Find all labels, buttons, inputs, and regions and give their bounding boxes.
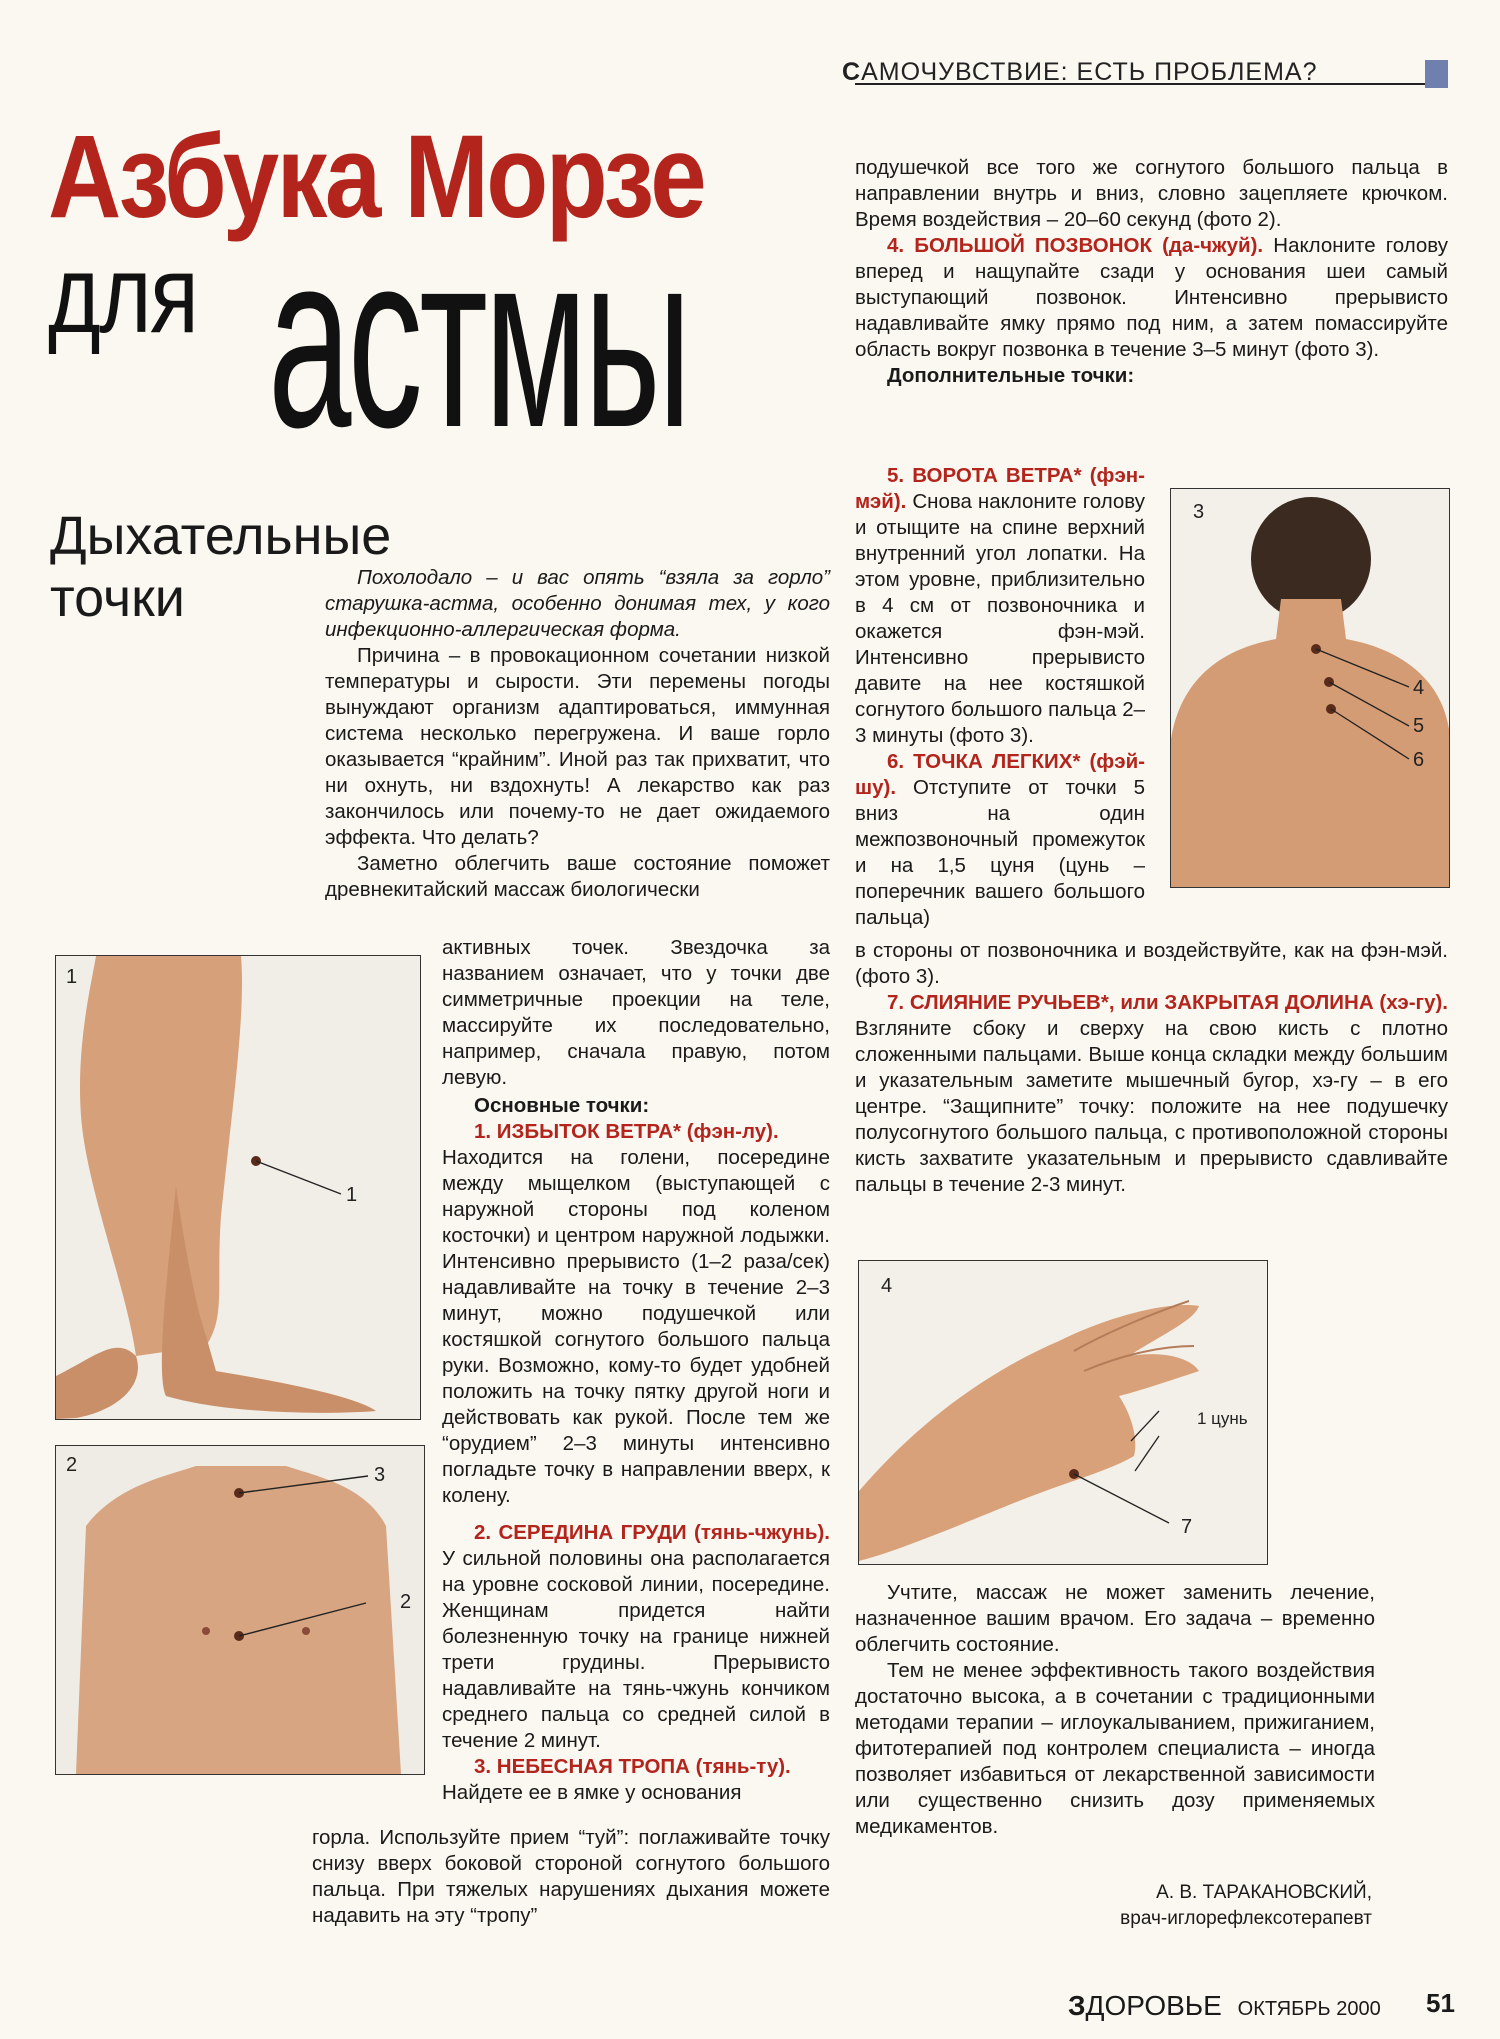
photo-1-number: 1: [66, 966, 78, 988]
main-points-heading: Основные точки:: [474, 1094, 650, 1117]
subtitle-line-2: точки: [50, 568, 185, 628]
intro-paragraph-2-cont: активных точек. Звездочка за названием означает, что у точки две симметричные проекции на теле, массируйте их последовательно, например, сначала правую, потом левую.: [442, 936, 830, 1089]
author-role: врач-иглорефлексотерапевт: [1120, 1908, 1372, 1929]
point-4-title: 4. БОЛЬШОЙ ПОЗВОНОК (да-чжуй).: [887, 234, 1264, 257]
point-3-text-cont: подушечкой все того же согнутого большого пальца в направлении внутрь и вниз, словно зацепляете крючком. Время воздействия – 20–60 секунд (фото 2).: [855, 156, 1448, 231]
subtitle-line-1: Дыхательные: [50, 506, 392, 566]
column-1-block-2: [442, 1520, 830, 1806]
photo-3-number: 3: [1193, 501, 1205, 523]
point-6-title: 6. ТОЧКА ЛЕГКИХ* (фэй-шу).: [855, 750, 1145, 799]
column-1-block-1: [442, 935, 830, 1509]
point-6-text: Отступите от точки 5 вниз на один межпозвоночный промежуток и на 1,5 цуня (цунь – поперечник вашего большого пальца): [855, 776, 1146, 929]
rubric-text: АМОЧУВСТВИЕ: ЕСТЬ ПРОБЛЕМА?: [861, 58, 1318, 86]
footer-magazine-name: ДОРОВЬЕ: [1085, 1990, 1222, 2021]
photo-1-label-1: 1: [346, 1184, 358, 1206]
photo-4-number: 4: [881, 1275, 893, 1297]
author-name: А. В. ТАРАКАНОВСКИЙ,: [1156, 1882, 1372, 1903]
footer-issue: ОКТЯБРЬ 2000: [1237, 1998, 1381, 2020]
extra-points-heading: Дополнительные точки:: [887, 364, 1135, 387]
footer-magazine-lead: З: [1068, 1990, 1086, 2021]
point-1-title: 1. ИЗБЫТОК ВЕТРА* (фэн-лу).: [474, 1120, 779, 1143]
photo-3-label-4: 4: [1413, 677, 1425, 699]
intro-block: [325, 565, 830, 903]
page-number: 51: [1426, 1988, 1455, 2018]
point-3-title: 3. НЕБЕСНАЯ ТРОПА (тянь-ту).: [474, 1755, 791, 1778]
photo-2-number: 2: [66, 1454, 78, 1476]
title-line-1: Азбука Морзе: [48, 111, 705, 243]
point-7-text: Взгляните сбоку и сверху на свою кисть с плотно сложенными пальцами. Выше конца складки между большим и указательным заметите мышечный бугор, хэ-гу – в его центре. “Защипните” точку: положите на нее подушечку полусогнутого большого пальца, с противоположной стороны кисть захватите указательным и прерывисто сдавливайте пальцы в течение 2-3 минут.: [855, 1017, 1448, 1196]
column-2-block-3: [855, 938, 1448, 1198]
intro-paragraph-2: Заметно облегчить ваше состояние поможет древнекитайский массаж биологически: [325, 852, 830, 901]
point-4-text: Наклоните голову вперед и нащупайте сзади у основания шеи самый выступающий позвонок. Интенсивно прерывисто надавливайте ямку прямо под ним, а затем помассируйте область вокруг позвонка в течение 3–5 минут (фото 3).: [855, 234, 1448, 361]
point-7-title: 7. СЛИЯНИЕ РУЧЬЕВ*, или ЗАКРЫТАЯ ДОЛИНА (хэ-гу).: [887, 991, 1448, 1014]
photo-leg: [55, 955, 421, 1420]
photo-4-label-cun: 1 цунь: [1197, 1409, 1248, 1428]
point-1-text: Находится на голени, посередине между мыщелком (выступающей с наружной стороны под коленом косточки) и центром наружной лодыжки. Интенсивно прерывисто (1–2 раза/сек) надавливайте на точку в течение 2–3 минут, можно подушечкой или костяшкой согнутого большого пальца руки. Возможно, кому-то будет удобней положить на точку пятку другой ноги и действовать как рукой. После тем же “орудием” 2–3 минуты интенсивно погладьте точку в направлении вверх, к колену.: [442, 1146, 830, 1507]
title-line-3: астмы: [268, 200, 689, 479]
point-5-title: 5. ВОРОТА ВЕТРА* (фэн-мэй).: [855, 464, 1145, 513]
column-2-block-2: [855, 463, 1145, 931]
intro-paragraph-1: Причина – в провокационном сочетании низкой температуры и сырости. Эти перемены погоды вынуждают организм адаптироваться, иммунная система несколько перегружена. И ваше горло оказывается “крайним”. Иной раз так прихватит, что ни охнуть, ни вздохнуть! А лекарство как раз закончилось или почему-то не дает ожидаемого эффекта. Что делать?: [325, 644, 830, 849]
photo-3-label-6: 6: [1413, 749, 1425, 771]
rubric: [842, 58, 1318, 87]
column-2-block-4: [855, 1580, 1375, 1840]
outro-paragraph-2: Тем не менее эффективность такого воздействия достаточно высока, а в сочетании с традиционными методами терапии – иглоукалыванием, прижиганием, фитотерапией под контролем специалиста – иногда позволяет избавиться от лекарственной зависимости или существенно снизить дозу применяемых медикаментов.: [855, 1659, 1375, 1838]
intro-lead: Похолодало – и вас опять “взяла за горло” старушка-астма, особенно донимая тех, у кого инфекционно-аллергическая форма.: [325, 566, 830, 641]
footer-magazine: [1068, 1990, 1381, 2022]
photo-2-label-3: 3: [374, 1464, 386, 1486]
photo-back: [1170, 488, 1450, 888]
author-block: [1000, 1880, 1372, 1932]
chest-illustration: [56, 1446, 424, 1774]
point-3-text-b: горла. Используйте прием “туй”: поглаживайте точку снизу вверх боковой стороной согнутого большого пальца. При тяжелых нарушениях дыхания можете надавить на эту “тропу”: [312, 1826, 830, 1927]
back-illustration: [1171, 489, 1449, 887]
rubric-color-bar: [1425, 60, 1448, 88]
point-2-text: У сильной половины она располагается на уровне сосковой линии, посередине. Женщинам придется найти болезненную точку на границе нижней трети грудины. Прерывисто надавливайте на тянь-чжунь кончиком среднего пальца со средней силой в течение 2 минут.: [442, 1547, 830, 1752]
photo-hand: [858, 1260, 1268, 1565]
point-2-title: 2. СЕРЕДИНА ГРУДИ (тянь-чжунь).: [474, 1521, 830, 1544]
photo-chest: [55, 1445, 425, 1775]
point-6-text-cont: в стороны от позвоночника и воздействуйте, как на фэн-мэй. (фото 3).: [855, 939, 1448, 988]
point-5-text: Снова наклоните голову и отыщите на спине верхний внутренний угол лопатки. На этом уровне, приблизительно в 4 см от позвоночника и окажется фэн-мэй. Интенсивно прерывисто давите на нее костяшкой согнутого большого пальца 2–3 минуты (фото 3).: [855, 490, 1145, 747]
point-3-text-a: Найдете ее в ямке у основания: [442, 1781, 742, 1804]
photo-2-label-2: 2: [400, 1591, 412, 1613]
rubric-lead-letter: С: [842, 58, 862, 86]
column-2-block-1: [855, 155, 1448, 389]
title-line-2: для: [48, 233, 198, 356]
leg-illustration: [56, 956, 420, 1419]
photo-3-label-5: 5: [1413, 715, 1425, 737]
photo-4-label-7: 7: [1181, 1516, 1193, 1538]
outro-paragraph-1: Учтите, массаж не может заменить лечение, назначенное вашим врачом. Его задача – временно облегчить состояние.: [855, 1581, 1375, 1656]
column-1-block-3: [312, 1825, 830, 1929]
